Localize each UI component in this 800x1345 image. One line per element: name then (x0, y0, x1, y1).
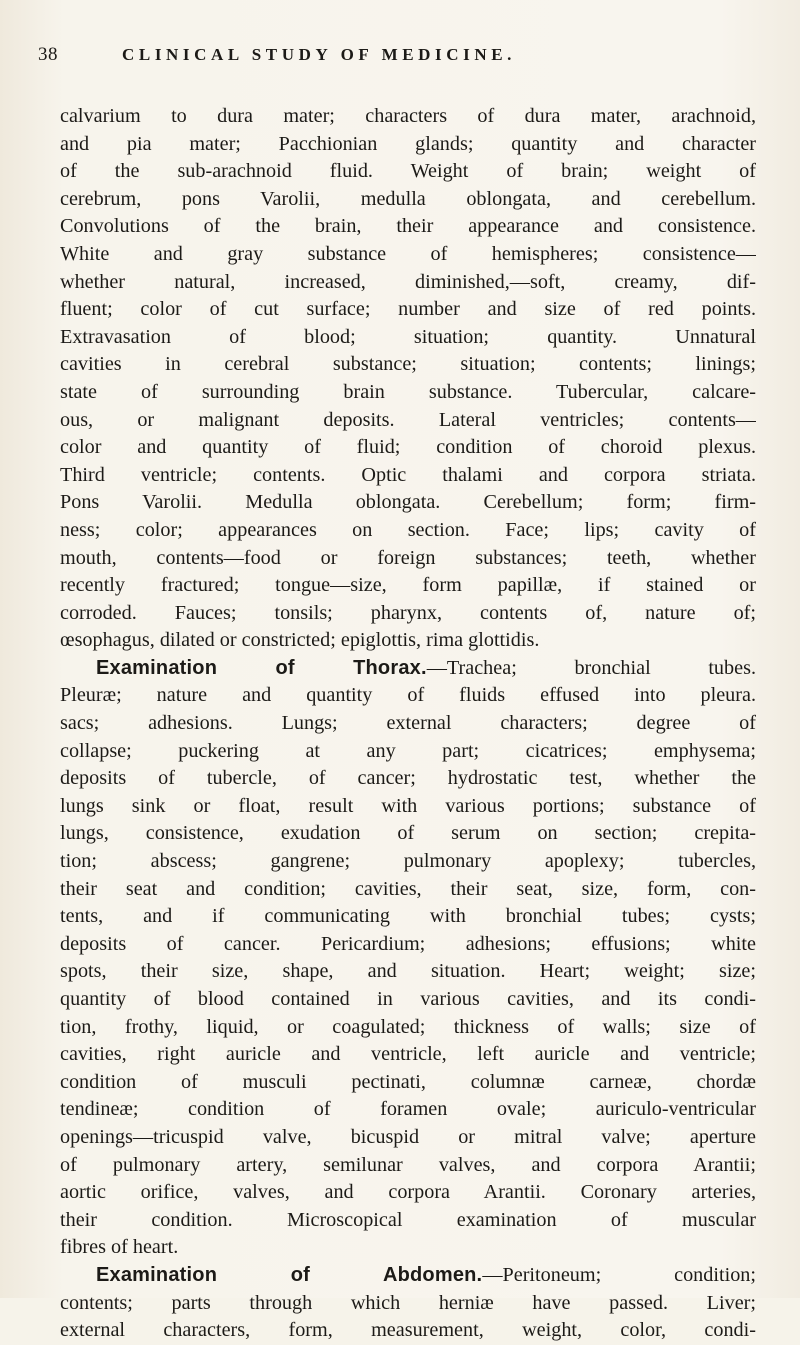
text-line (60, 1124, 756, 1152)
text-line (60, 793, 756, 821)
line-text: ous, or malignant deposits. Lateral ventricles; contents— (60, 408, 756, 431)
text-line (60, 958, 756, 986)
line-text: tion; abscess; gangrene; pulmonary apoplexy; tubercles, (60, 850, 756, 873)
line-text: lungs sink or float, result with various portions; substance of (60, 794, 756, 817)
text-line (60, 434, 756, 462)
line-text: and pia mater; Pacchionian glands; quantity and character (60, 132, 756, 155)
running-title: CLINICAL STUDY OF MEDICINE. (122, 45, 517, 64)
line-text: fibres of heart. (60, 1236, 179, 1259)
line-text: state of surrounding brain substance. Tubercular, calcare- (60, 380, 756, 403)
text-line (60, 1069, 756, 1097)
page-number: 38 (38, 44, 58, 65)
line-text: Extravasation of blood; situation; quantity. Unnatural (60, 325, 756, 348)
line-text: deposits of tubercle, of cancer; hydrostatic test, whether the (60, 767, 756, 790)
text-line (60, 848, 756, 876)
line-text: calvarium to dura mater; characters of dura mater, arachnoid, (60, 105, 756, 127)
text-line (60, 1152, 756, 1180)
line-text: Pleuræ; nature and quantity of fluids effused into pleura. (60, 684, 756, 707)
text-line (60, 627, 756, 655)
text-line (60, 296, 756, 324)
line-text: œsophagus, dilated or constricted; epiglottis, rima glottidis. (60, 629, 540, 652)
text-line (60, 545, 756, 573)
line-text: cavities, right auricle and ventricle, left auricle and ventricle; (60, 1043, 756, 1066)
text-line (60, 269, 756, 297)
text-line (60, 1290, 756, 1318)
line-text: deposits of cancer. Pericardium; adhesions; effusions; white (60, 932, 756, 955)
body-text (60, 103, 756, 1345)
line-text: tendineæ; condition of foramen ovale; auriculo-ventricular (60, 1098, 756, 1121)
page-header (38, 44, 778, 68)
line-text: of pulmonary artery, semilunar valves, and corpora Arantii; (60, 1153, 756, 1176)
line-text: recently fractured; tongue—size, form papillæ, if stained or (60, 574, 756, 597)
line-text: Third ventricle; contents. Optic thalami and corpora striata. (60, 463, 756, 486)
line-text: spots, their size, shape, and situation. Heart; weight; size; (60, 960, 756, 983)
text-line (60, 931, 756, 959)
line-text: lungs, consistence, exudation of serum on section; crepita- (60, 822, 756, 845)
text-line (60, 876, 756, 904)
text-line (60, 765, 756, 793)
text-line (60, 103, 756, 131)
text-line (60, 462, 756, 490)
text-line (60, 1014, 756, 1042)
line-text: quantity of blood contained in various cavities, and its condi- (60, 988, 756, 1010)
text-line (60, 682, 756, 710)
line-text: aortic orifice, valves, and corpora Arantii. Coronary arteries, (60, 1181, 756, 1204)
text-line (60, 1179, 756, 1207)
text-line (60, 517, 756, 545)
text-line (60, 1096, 756, 1124)
line-text: mouth, contents—food or foreign substances; teeth, whether (60, 546, 756, 569)
text-line (60, 738, 756, 766)
line-text: ness; color; appearances on section. Face; lips; cavity of (60, 518, 756, 541)
line-text: condition of musculi pectinati, columnæ carneæ, chordæ (60, 1070, 756, 1093)
line-text: whether natural, increased, diminished,—soft, creamy, dif- (60, 270, 756, 293)
text-line (60, 213, 756, 241)
line-text: their seat and condition; cavities, their seat, size, form, con- (60, 877, 756, 900)
line-text: of the sub-arachnoid fluid. Weight of brain; weight of (60, 160, 756, 183)
line-text: contents; parts through which herniæ have passed. Liver; (60, 1291, 756, 1314)
line-text: tents, and if communicating with bronchial tubes; cysts; (60, 905, 756, 928)
text-line (60, 1234, 756, 1262)
text-line (60, 1207, 756, 1235)
section-heading-line (60, 1262, 756, 1290)
text-line (60, 379, 756, 407)
text-line (60, 820, 756, 848)
text-line (60, 710, 756, 738)
line-text: White and gray substance of hemispheres; consistence— (60, 242, 756, 265)
line-text: cavities in cerebral substance; situation; contents; linings; (60, 353, 756, 376)
line-text: cerebrum, pons Varolii, medulla oblongata, and cerebellum. (60, 187, 756, 210)
text-line (60, 986, 756, 1014)
line-text: openings—tricuspid valve, bicuspid or mitral valve; aperture (60, 1125, 756, 1148)
line-text: —Peritoneum; condition; (482, 1263, 756, 1286)
line-text: collapse; puckering at any part; cicatrices; emphysema; (60, 739, 756, 762)
section-heading-line (60, 655, 756, 683)
line-text: external characters, form, measurement, weight, color, condi- (60, 1319, 756, 1342)
line-text: Pons Varolii. Medulla oblongata. Cerebellum; form; firm- (60, 491, 756, 514)
section-heading: Examination of Thorax. (96, 656, 427, 679)
line-text: color and quantity of fluid; condition of choroid plexus. (60, 436, 756, 459)
line-text: —Trachea; bronchial tubes. (426, 656, 756, 679)
line-text: fluent; color of cut surface; number and size of red points. (60, 298, 756, 321)
text-line (60, 186, 756, 214)
text-line (60, 407, 756, 435)
text-line (60, 158, 756, 186)
text-line (60, 241, 756, 269)
text-line (60, 1317, 756, 1345)
line-text: their condition. Microscopical examination of muscular (60, 1208, 756, 1231)
text-line (60, 131, 756, 159)
text-line (60, 489, 756, 517)
line-text: sacs; adhesions. Lungs; external characters; degree of (60, 712, 756, 735)
text-line (60, 572, 756, 600)
text-line (60, 903, 756, 931)
text-line (60, 324, 756, 352)
text-line (60, 1041, 756, 1069)
text-line (60, 351, 756, 379)
section-heading: Examination of Abdomen. (96, 1263, 483, 1286)
line-text: Convolutions of the brain, their appearance and consistence. (60, 215, 756, 238)
text-line (60, 600, 756, 628)
line-text: corroded. Fauces; tonsils; pharynx, contents of, nature of; (60, 601, 756, 624)
line-text: tion, frothy, liquid, or coagulated; thickness of walls; size of (60, 1015, 756, 1038)
